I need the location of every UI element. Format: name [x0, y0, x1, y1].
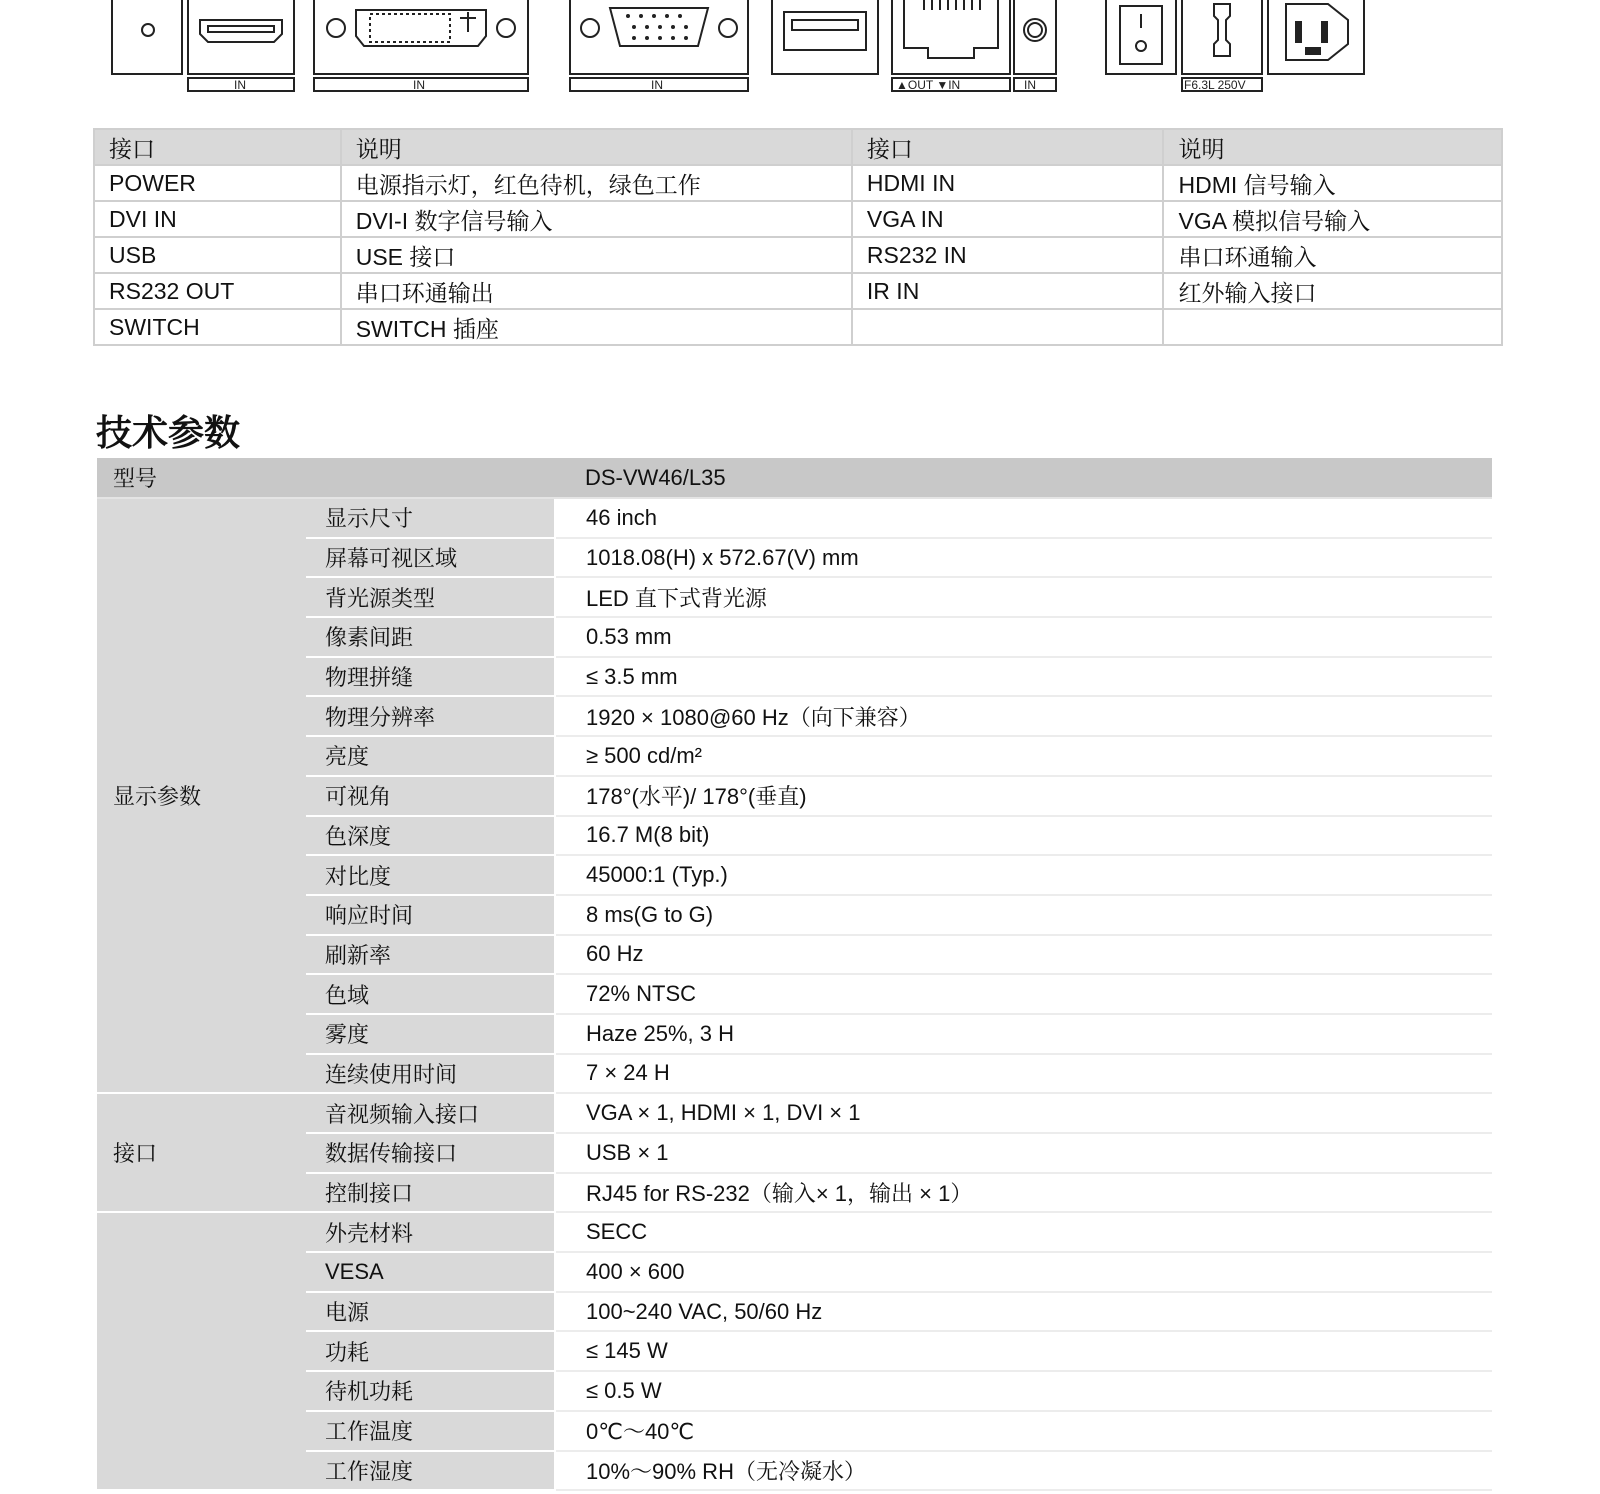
- spec-param: 物理拼缝: [306, 657, 555, 697]
- rear-panel-diagram: [0, 0, 1600, 100]
- spec-value: USB × 1: [555, 1133, 1492, 1173]
- spec-row: [97, 498, 1492, 538]
- spec-row: [97, 1252, 1492, 1292]
- spec-row: [97, 1212, 1492, 1252]
- spec-row: [97, 1173, 1492, 1213]
- spec-row: [97, 617, 1492, 657]
- spec-row: [97, 1371, 1492, 1411]
- table-row: [94, 273, 1502, 309]
- spec-row: [97, 1054, 1492, 1094]
- spec-group-interfaces: 接口: [97, 1093, 306, 1212]
- spec-row: [97, 855, 1492, 895]
- hdmi-in-label: IN: [234, 78, 246, 92]
- spec-param: 控制接口: [306, 1173, 555, 1213]
- model-value: DS-VW46/L35: [555, 458, 1492, 498]
- power-led-icon: [112, 0, 182, 74]
- spec-value: 400 × 600: [555, 1252, 1492, 1292]
- port-name: VGA IN: [852, 201, 1164, 237]
- table-row: [94, 309, 1502, 345]
- spec-param: 工作湿度: [306, 1451, 555, 1491]
- port-description: DVI-I 数字信号输入: [341, 201, 852, 237]
- spec-param: 色深度: [306, 816, 555, 856]
- port-name: SWITCH: [94, 309, 341, 345]
- spec-value: 7 × 24 H: [555, 1054, 1492, 1094]
- header-port: 接口: [852, 129, 1164, 165]
- spec-value: LED 直下式背光源: [555, 577, 1492, 617]
- spec-value: SECC: [555, 1212, 1492, 1252]
- spec-param: 音视频输入接口: [306, 1093, 555, 1133]
- spec-param: 物理分辨率: [306, 696, 555, 736]
- spec-value: 8 ms(G to G): [555, 895, 1492, 935]
- port-panel-illustration: [0, 0, 1600, 100]
- spec-value: 0℃～40℃: [555, 1411, 1492, 1451]
- spec-value: 1018.08(H) x 572.67(V) mm: [555, 538, 1492, 578]
- spec-param: 屏幕可视区域: [306, 538, 555, 578]
- port-description: [1163, 309, 1502, 345]
- spec-value: 45000:1 (Typ.): [555, 855, 1492, 895]
- spec-value: VGA × 1, HDMI × 1, DVI × 1: [555, 1093, 1492, 1133]
- spec-row: [97, 935, 1492, 975]
- usb-port-icon: [772, 0, 878, 74]
- port-description-table: [93, 128, 1503, 346]
- spec-value: 46 inch: [555, 498, 1492, 538]
- ac-inlet-icon: [1268, 0, 1364, 74]
- rs232-label: ▲OUT ▼IN: [896, 78, 961, 92]
- spec-row: [97, 657, 1492, 697]
- spec-param: VESA: [306, 1252, 555, 1292]
- spec-row: [97, 577, 1492, 617]
- spec-row: [97, 1133, 1492, 1173]
- spec-param: 工作温度: [306, 1411, 555, 1451]
- section-title: 技术参数: [96, 413, 241, 454]
- spec-value: 60 Hz: [555, 935, 1492, 975]
- spec-param: 响应时间: [306, 895, 555, 935]
- table-row: [94, 237, 1502, 273]
- spec-row: [97, 1331, 1492, 1371]
- power-switch-icon: [1106, 0, 1176, 74]
- spec-row: [97, 1451, 1492, 1491]
- model-row: [97, 458, 1492, 498]
- spec-value: ≤ 0.5 W: [555, 1371, 1492, 1411]
- model-label: 型号: [97, 458, 555, 498]
- spec-value: ≤ 145 W: [555, 1331, 1492, 1371]
- spec-value: Haze 25%, 3 H: [555, 1014, 1492, 1054]
- port-name: USB: [94, 237, 341, 273]
- port-description: 串口环通输出: [341, 273, 852, 309]
- spec-param: 雾度: [306, 1014, 555, 1054]
- fuse-rating-label: F6.3L 250V: [1184, 78, 1246, 92]
- spec-param: 可视角: [306, 776, 555, 816]
- spec-value: 1920 × 1080@60 Hz（向下兼容）: [555, 696, 1492, 736]
- spec-row: [97, 895, 1492, 935]
- spec-value: ≤ 3.5 mm: [555, 657, 1492, 697]
- port-name: RS232 OUT: [94, 273, 341, 309]
- spec-row: [97, 1093, 1492, 1133]
- spec-group-general: [97, 1212, 306, 1490]
- port-description: 红外输入接口: [1163, 273, 1502, 309]
- port-description: 电源指示灯，红色待机，绿色工作: [341, 165, 852, 201]
- spec-param: 电源: [306, 1292, 555, 1332]
- spec-param: 像素间距: [306, 617, 555, 657]
- spec-param: 功耗: [306, 1331, 555, 1371]
- spec-value: RJ45 for RS-232（输入× 1，输出 × 1）: [555, 1173, 1492, 1213]
- spec-value: 10%～90% RH（无冷凝水）: [555, 1451, 1492, 1491]
- table-row: [94, 165, 1502, 201]
- port-table-header: [94, 129, 1502, 165]
- spec-row: [97, 776, 1492, 816]
- port-name: RS232 IN: [852, 237, 1164, 273]
- table-row: [94, 201, 1502, 237]
- spec-param: 显示尺寸: [306, 498, 555, 538]
- port-name: DVI IN: [94, 201, 341, 237]
- spec-row: [97, 1411, 1492, 1451]
- vga-in-label: IN: [651, 78, 663, 92]
- spec-value: 178°(水平)/ 178°(垂直): [555, 776, 1492, 816]
- port-description: HDMI 信号输入: [1163, 165, 1502, 201]
- spec-group-display: 显示参数: [97, 498, 306, 1093]
- spec-value: ≥ 500 cd/m²: [555, 736, 1492, 776]
- port-name: POWER: [94, 165, 341, 201]
- dvi-in-label: IN: [413, 78, 425, 92]
- spec-param: 对比度: [306, 855, 555, 895]
- spec-param: 亮度: [306, 736, 555, 776]
- spec-row: [97, 974, 1492, 1014]
- spec-param: 外壳材料: [306, 1212, 555, 1252]
- spec-value: 16.7 M(8 bit): [555, 816, 1492, 856]
- port-description: 串口环通输入: [1163, 237, 1502, 273]
- spec-param: 刷新率: [306, 935, 555, 975]
- spec-row: [97, 696, 1492, 736]
- spec-value: 0.53 mm: [555, 617, 1492, 657]
- header-description: 说明: [341, 129, 852, 165]
- ir-in-label: IN: [1024, 78, 1036, 92]
- spec-value: 72% NTSC: [555, 974, 1492, 1014]
- technical-specs-table: [97, 458, 1492, 1491]
- spec-row: [97, 538, 1492, 578]
- spec-param: 连续使用时间: [306, 1054, 555, 1094]
- spec-param: 数据传输接口: [306, 1133, 555, 1173]
- port-name: IR IN: [852, 273, 1164, 309]
- header-description: 说明: [1163, 129, 1502, 165]
- port-name: HDMI IN: [852, 165, 1164, 201]
- header-port: 接口: [94, 129, 341, 165]
- spec-param: 背光源类型: [306, 577, 555, 617]
- port-description: USE 接口: [341, 237, 852, 273]
- spec-row: [97, 1014, 1492, 1054]
- spec-param: 色域: [306, 974, 555, 1014]
- spec-row: [97, 1292, 1492, 1332]
- spec-row: [97, 736, 1492, 776]
- port-description: VGA 模拟信号输入: [1163, 201, 1502, 237]
- spec-row: [97, 816, 1492, 856]
- spec-value: 100~240 VAC, 50/60 Hz: [555, 1292, 1492, 1332]
- spec-param: 待机功耗: [306, 1371, 555, 1411]
- port-name: [852, 309, 1164, 345]
- port-description: SWITCH 插座: [341, 309, 852, 345]
